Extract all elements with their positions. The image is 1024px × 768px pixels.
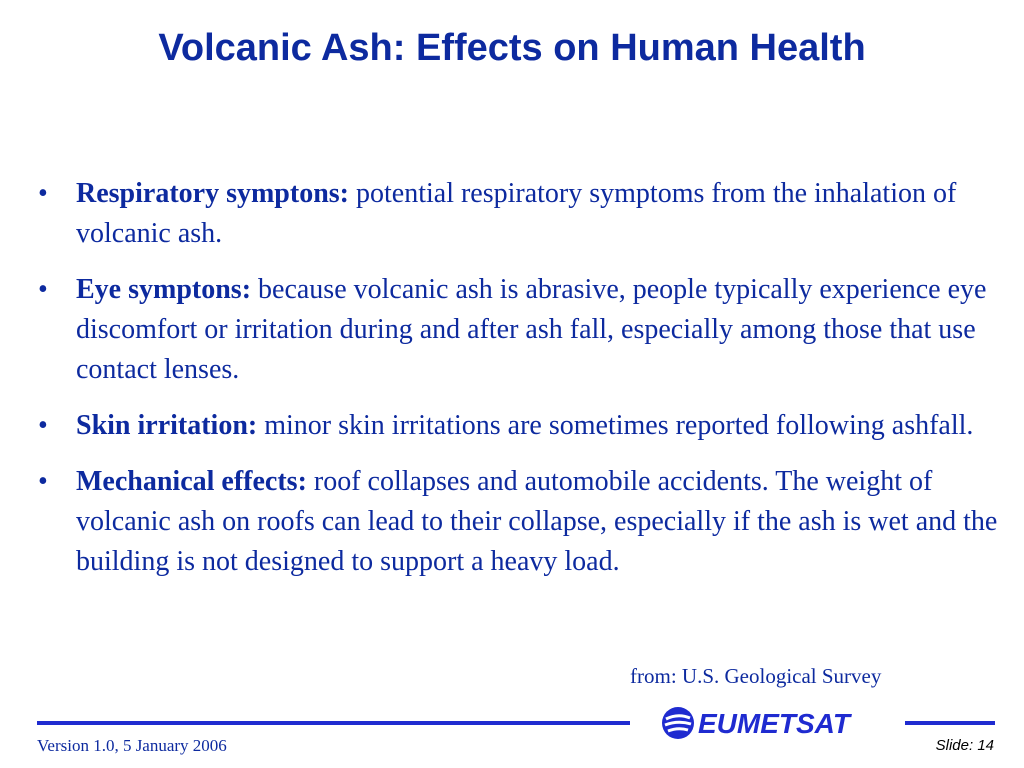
footer-divider-left bbox=[37, 721, 630, 725]
slide-number: Slide: 14 bbox=[935, 737, 994, 754]
bullet-mechanical bbox=[30, 462, 1015, 582]
bullet-list bbox=[30, 174, 1015, 598]
eumetsat-swirl-icon bbox=[660, 705, 696, 741]
bullet-respiratory bbox=[30, 174, 1015, 254]
bullet-text: roof collapses and automobile accidents. The weight of volcanic ash on roofs can lead to their collapse, especially if the ash is wet and the building is not designed to support a heavy load. bbox=[76, 466, 998, 577]
bullet-heading: Respiratory symptons: bbox=[76, 178, 349, 209]
bullet-skin bbox=[30, 406, 1015, 446]
eumetsat-logo bbox=[660, 705, 875, 743]
footer-divider-right bbox=[905, 721, 995, 725]
bullet-text: minor skin irritations are sometimes reported following ashfall. bbox=[257, 410, 974, 441]
bullet-text: because volcanic ash is abrasive, people typically experience eye discomfort or irritation during and after ash fall, especially among those that use contact lenses. bbox=[76, 274, 987, 385]
source-attribution: from: U.S. Geological Survey bbox=[630, 664, 882, 688]
logo-wordmark: EUMETSAT bbox=[698, 708, 850, 739]
bullet-heading: Eye symptons: bbox=[76, 274, 252, 305]
version-label: Version 1.0, 5 January 2006 bbox=[37, 736, 227, 755]
bullet-heading: Skin irritation: bbox=[76, 410, 258, 441]
bullet-heading: Mechanical effects: bbox=[76, 466, 307, 497]
slide-title: Volcanic Ash: Effects on Human Health bbox=[158, 27, 866, 69]
bullet-text: potential respiratory symptoms from the inhalation of volcanic ash. bbox=[76, 178, 957, 249]
bullet-eye bbox=[30, 270, 1015, 390]
